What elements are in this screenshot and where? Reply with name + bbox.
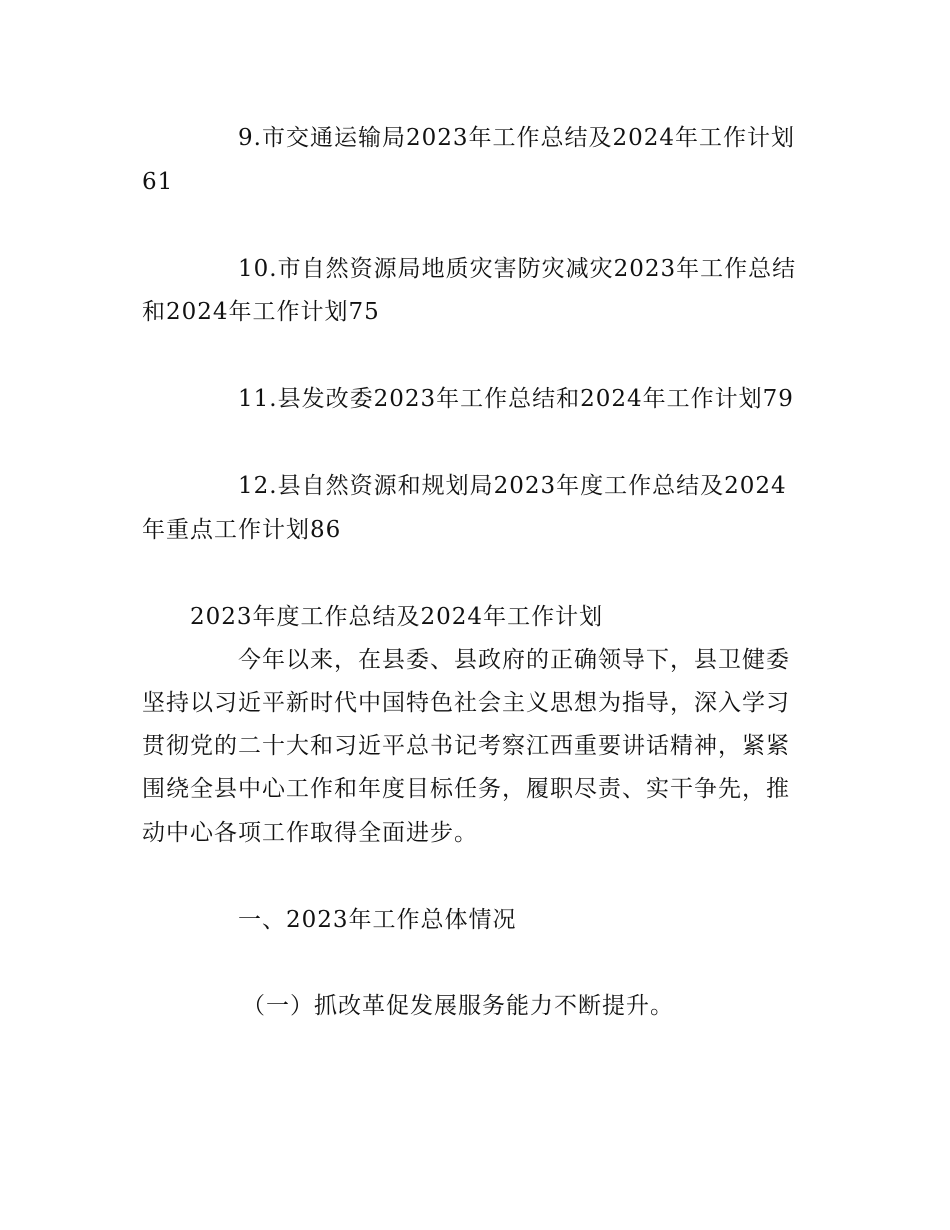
toc-item-9-line-2: 61: [142, 169, 174, 195]
paragraph-line-5: 动中心各项工作取得全面进步。: [142, 820, 478, 846]
toc-item-9-line-1: 9.市交通运输局2023年工作总结及2024年工作计划: [238, 125, 796, 151]
toc-item-10-line-1: 10.市自然资源局地质灾害防灾减灾2023年工作总结: [238, 256, 797, 282]
paragraph-line-4: 围绕全县中心工作和年度目标任务，履职尽责、实干争先，推: [142, 776, 790, 802]
paragraph-line-3: 贯彻党的二十大和习近平总书记考察江西重要讲话精神，紧紧: [142, 733, 790, 759]
paragraph-line-2: 坚持以习近平新时代中国特色社会主义思想为指导，深入学习: [142, 690, 790, 716]
article-title: 2023年度工作总结及2024年工作计划: [190, 604, 604, 630]
toc-item-12-line-2: 年重点工作计划86: [142, 517, 342, 543]
toc-item-10-line-2: 和2024年工作计划75: [142, 299, 380, 325]
subsection-heading-1: （一）抓改革促发展服务能力不断提升。: [242, 993, 674, 1019]
toc-item-11-line-1: 11.县发改委2023年工作总结和2024年工作计划79: [238, 386, 794, 412]
paragraph-line-1: 今年以来，在县委、县政府的正确领导下，县卫健委: [238, 647, 790, 673]
toc-item-12-line-1: 12.县自然资源和规划局2023年度工作总结及2024: [238, 473, 787, 499]
section-heading-1: 一、2023年工作总体情况: [238, 907, 517, 933]
